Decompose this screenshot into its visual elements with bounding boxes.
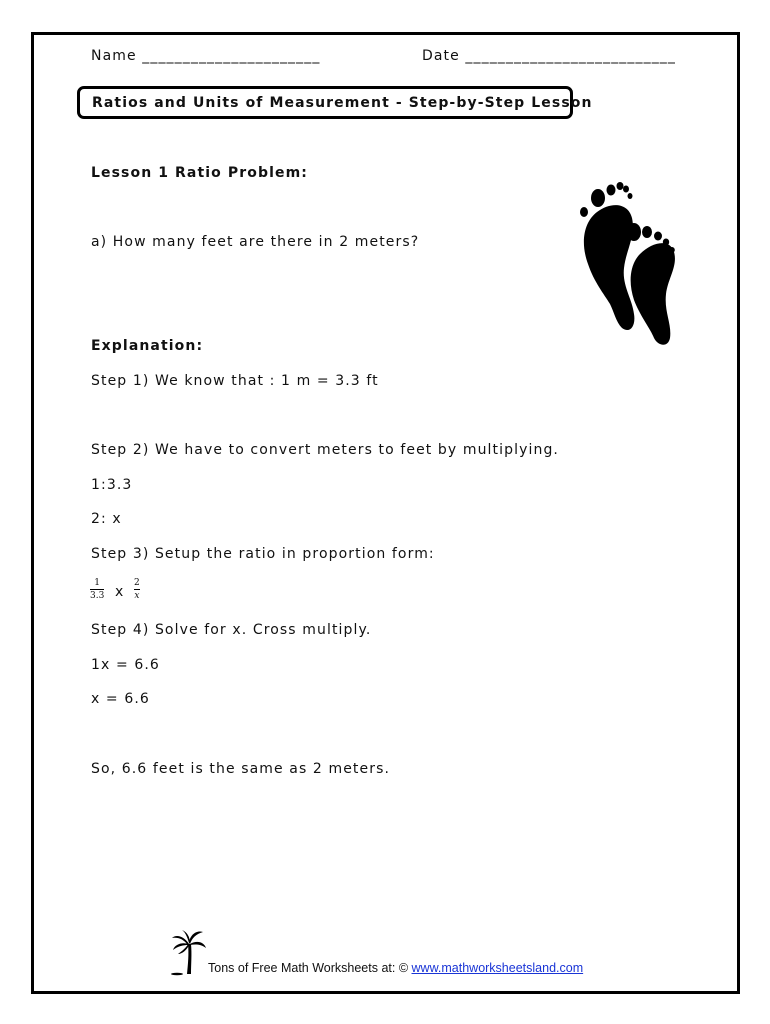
worksheet-title: Ratios and Units of Measurement - Step-by-Step Lesson bbox=[92, 95, 593, 111]
proportion-operator: x bbox=[115, 584, 125, 600]
step-2: Step 2) We have to convert meters to feet by multiplying. bbox=[91, 442, 559, 458]
fraction-left bbox=[90, 578, 104, 601]
palm-tree-icon bbox=[170, 928, 208, 976]
ratio-line-1: 1:3.3 bbox=[91, 477, 133, 493]
step-3: Step 3) Setup the ratio in proportion form: bbox=[91, 546, 435, 562]
date-field: Date __________________________ bbox=[422, 48, 677, 64]
fraction-bar bbox=[90, 589, 104, 590]
footer-website-link[interactable]: www.mathworksheetsland.com bbox=[411, 961, 584, 975]
lesson-heading: Lesson 1 Ratio Problem: bbox=[91, 165, 308, 181]
step-1: Step 1) We know that : 1 m = 3.3 ft bbox=[91, 373, 379, 389]
fraction-right-numerator: 2 bbox=[134, 578, 140, 588]
step-4: Step 4) Solve for x. Cross multiply. bbox=[91, 622, 372, 638]
footer-credit bbox=[208, 961, 583, 975]
ratio-line-2: 2: x bbox=[91, 511, 122, 527]
fraction-right-denominator: x bbox=[134, 591, 140, 601]
fraction-bar bbox=[134, 589, 140, 590]
fraction-right bbox=[134, 578, 140, 601]
equation-2: x = 6.6 bbox=[91, 691, 150, 707]
footprints-icon bbox=[570, 172, 690, 350]
conclusion: So, 6.6 feet is the same as 2 meters. bbox=[91, 761, 391, 777]
fraction-left-numerator: 1 bbox=[94, 578, 101, 588]
title-box bbox=[77, 86, 593, 119]
explanation-heading: Explanation: bbox=[91, 338, 204, 354]
lesson-question: a) How many feet are there in 2 meters? bbox=[91, 234, 420, 250]
name-field: Name ______________________ bbox=[91, 48, 321, 64]
fraction-left-denominator: 3.3 bbox=[90, 591, 105, 601]
footer-label: Tons of Free Math Worksheets at: © bbox=[208, 961, 412, 975]
equation-1: 1x = 6.6 bbox=[91, 657, 160, 673]
